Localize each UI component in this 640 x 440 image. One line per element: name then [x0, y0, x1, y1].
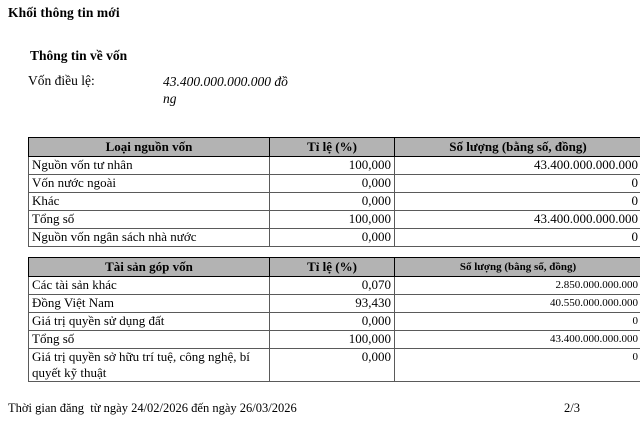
table-row — [29, 157, 640, 175]
cell-quantity: 40.550.000.000.000 — [395, 295, 640, 313]
posting-period-text: Thời gian đăng từ ngày 24/02/2026 đến ngày 26/03/2026 — [8, 401, 297, 415]
page-title: Khối thông tin mới — [8, 5, 120, 20]
cell-quantity: 43.400.000.000.000 — [395, 157, 640, 175]
column-header-quantity: Số lượng (bằng số, đồng) — [395, 138, 640, 157]
cell-asset-type: Tổng số — [29, 331, 270, 349]
table-row — [29, 349, 640, 382]
cell-rate: 0,000 — [270, 229, 395, 247]
table-row — [29, 313, 640, 331]
cell-quantity: 2.850.000.000.000 — [395, 277, 640, 295]
table-row — [29, 331, 640, 349]
table-contributed-assets — [28, 257, 640, 382]
table-row — [29, 175, 640, 193]
cell-quantity: 0 — [395, 175, 640, 193]
page-footer — [0, 401, 640, 421]
cell-quantity: 43.400.000.000.000 — [395, 331, 640, 349]
table-capital-sources — [28, 137, 640, 247]
page-number: 2/3 — [564, 401, 580, 415]
cell-source-type: Nguồn vốn tư nhân — [29, 157, 270, 175]
table-row — [29, 277, 640, 295]
column-header-source-type: Loại nguồn vốn — [29, 138, 270, 157]
cell-source-type: Khác — [29, 193, 270, 211]
cell-rate: 0,000 — [270, 175, 395, 193]
column-header-asset-type: Tài sản góp vốn — [29, 258, 270, 277]
cell-rate: 0,070 — [270, 277, 395, 295]
column-header-rate: Tỉ lệ (%) — [270, 258, 395, 277]
column-header-rate: Tỉ lệ (%) — [270, 138, 395, 157]
charter-capital-value: 43.400.000.000.000 đồng — [163, 74, 288, 106]
cell-rate: 100,000 — [270, 157, 395, 175]
cell-rate: 0,000 — [270, 193, 395, 211]
cell-quantity: 0 — [395, 313, 640, 331]
cell-asset-type: Giá trị quyền sở hữu trí tuệ, công nghệ, bí quyết kỹ thuật — [29, 349, 270, 382]
cell-source-type: Vốn nước ngoài — [29, 175, 270, 193]
section-heading-capital-info: Thông tin về vốn — [30, 48, 128, 63]
cell-asset-type: Giá trị quyền sử dụng đất — [29, 313, 270, 331]
cell-quantity: 0 — [395, 193, 640, 211]
cell-rate: 93,430 — [270, 295, 395, 313]
cell-quantity: 43.400.000.000.000 — [395, 211, 640, 229]
cell-source-type: Tổng số — [29, 211, 270, 229]
cell-asset-type: Đồng Việt Nam — [29, 295, 270, 313]
charter-capital-label: Vốn điều lệ: — [28, 73, 95, 88]
table-row — [29, 193, 640, 211]
cell-rate: 100,000 — [270, 331, 395, 349]
cell-quantity: 0 — [395, 349, 640, 382]
cell-asset-type: Các tài sản khác — [29, 277, 270, 295]
table-header-row — [29, 258, 640, 277]
cell-source-type: Nguồn vốn ngân sách nhà nước — [29, 229, 270, 247]
cell-rate: 100,000 — [270, 211, 395, 229]
table-row — [29, 229, 640, 247]
cell-quantity: 0 — [395, 229, 640, 247]
cell-rate: 0,000 — [270, 313, 395, 331]
column-header-quantity: Số lượng (bằng số, đồng) — [395, 258, 640, 277]
cell-rate: 0,000 — [270, 349, 395, 382]
table-row — [29, 295, 640, 313]
table-row — [29, 211, 640, 229]
table-header-row — [29, 138, 640, 157]
